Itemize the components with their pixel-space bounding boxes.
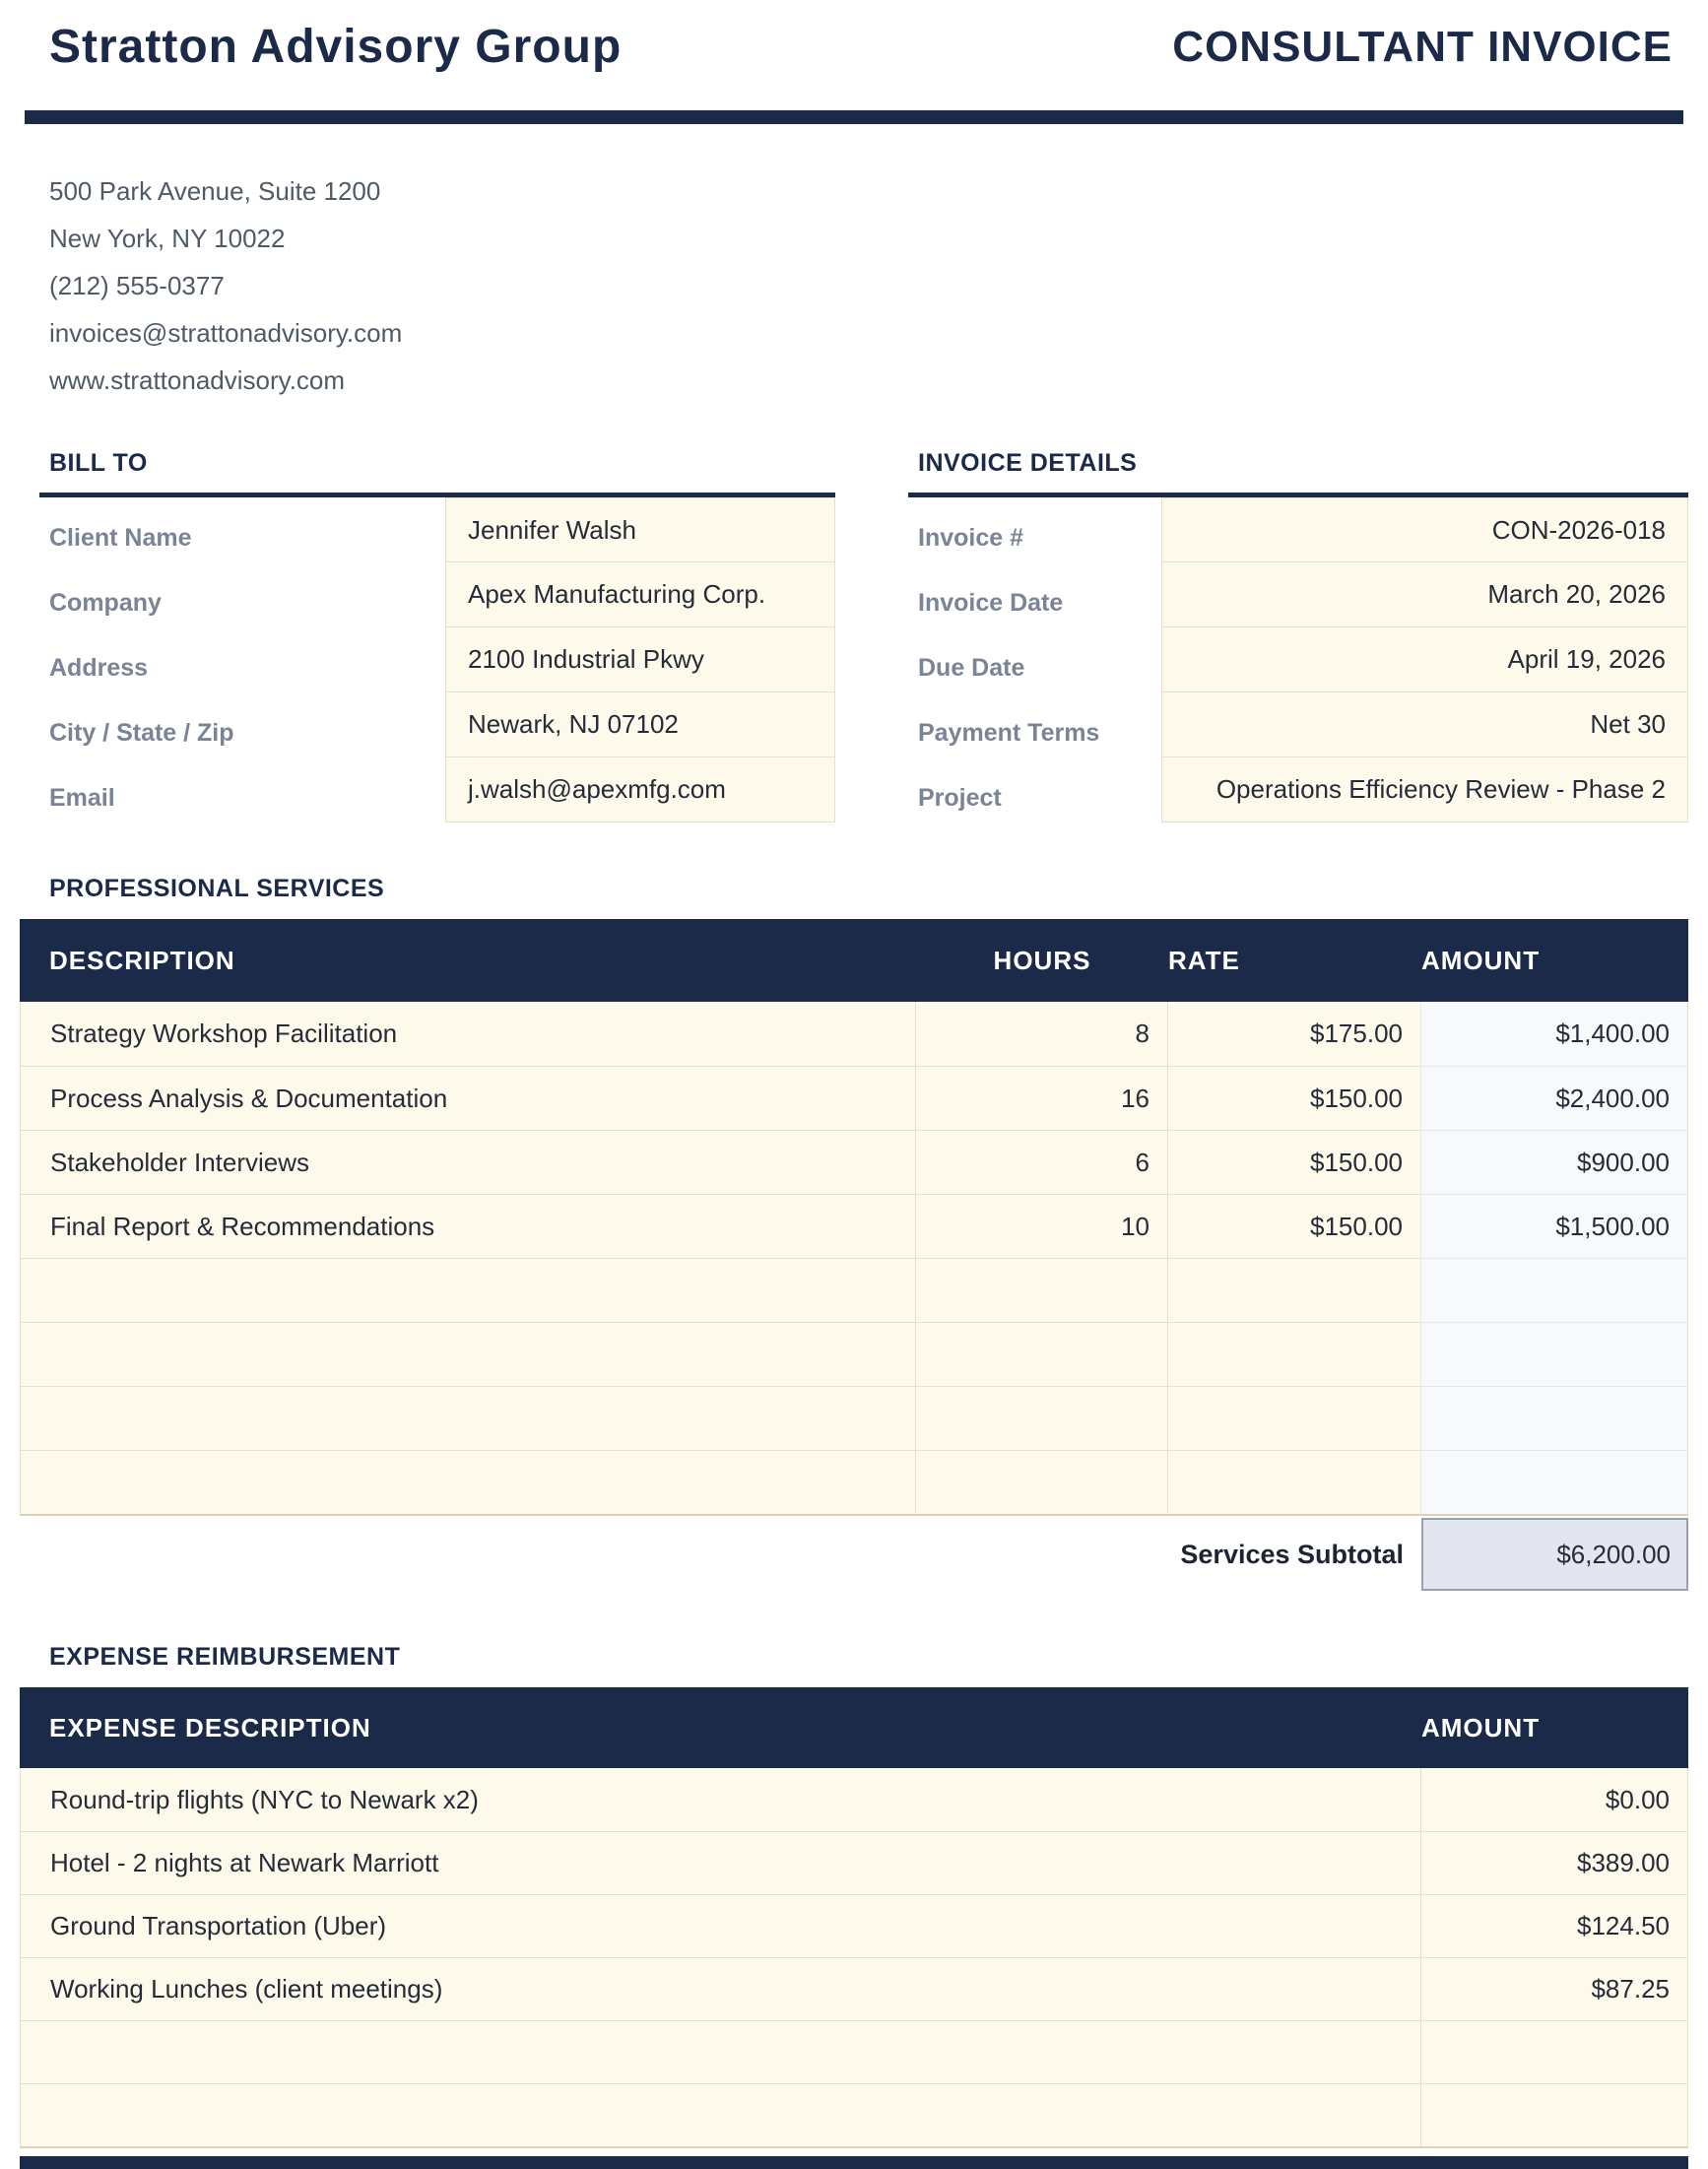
service-amount-cell	[1420, 1322, 1687, 1386]
invoice-details-row	[908, 627, 1688, 692]
service-description-cell[interactable]	[21, 1450, 915, 1514]
service-rate-cell[interactable]: $150.00	[1167, 1066, 1420, 1130]
services-section-title: PROFESSIONAL SERVICES	[49, 875, 385, 902]
client-name-field[interactable]: Jennifer Walsh	[445, 497, 835, 562]
expense-description-cell[interactable]	[21, 2020, 1420, 2083]
service-row	[21, 1130, 1687, 1194]
bill-to-title: BILL TO	[49, 449, 148, 477]
service-row-empty	[21, 1450, 1687, 1514]
invoice-details-row	[908, 497, 1688, 562]
expenses-table	[20, 1687, 1688, 2148]
services-table	[20, 919, 1688, 1516]
service-amount-cell	[1420, 1450, 1687, 1514]
service-row-empty	[21, 1258, 1687, 1322]
service-row-empty	[21, 1322, 1687, 1386]
column-header-hours: HOURS	[993, 945, 1091, 975]
company-name: Stratton Advisory Group	[49, 21, 623, 73]
expense-description-cell[interactable]	[21, 2083, 1420, 2146]
bill-to-section	[39, 449, 835, 822]
service-description-cell[interactable]: Strategy Workshop Facilitation	[21, 1002, 915, 1066]
service-description-cell[interactable]	[21, 1258, 915, 1322]
due-date-field[interactable]: April 19, 2026	[1161, 627, 1688, 692]
bill-to-row	[39, 497, 835, 562]
document-title: CONSULTANT INVOICE	[1172, 23, 1673, 71]
expense-amount-cell[interactable]: $124.50	[1420, 1894, 1687, 1957]
services-subtotal-row	[20, 1518, 1688, 1591]
field-label: Due Date	[918, 654, 1025, 682]
services-subtotal-value: $6,200.00	[1421, 1518, 1688, 1591]
column-header-expense-description: EXPENSE DESCRIPTION	[49, 1712, 371, 1742]
address-line: invoices@strattonadvisory.com	[49, 318, 403, 348]
info-section	[0, 449, 1708, 822]
expense-description-cell[interactable]: Hotel - 2 nights at Newark Marriott	[21, 1831, 1420, 1894]
expense-amount-cell[interactable]: $0.00	[1420, 1768, 1687, 1831]
expenses-section-title: EXPENSE REIMBURSEMENT	[49, 1643, 401, 1671]
expenses-table-header	[20, 1687, 1688, 1768]
services-table-body	[20, 1002, 1688, 1516]
address-field[interactable]: 2100 Industrial Pkwy	[445, 627, 835, 692]
company-address-block	[49, 167, 1708, 404]
service-hours-cell[interactable]	[915, 1386, 1167, 1450]
field-label: Client Name	[49, 524, 192, 552]
expense-row	[21, 1831, 1687, 1894]
header-divider	[25, 110, 1683, 124]
service-hours-cell[interactable]: 10	[915, 1194, 1167, 1258]
service-amount-cell: $1,400.00	[1420, 1002, 1687, 1066]
field-label: Project	[918, 784, 1002, 812]
bill-to-row	[39, 757, 835, 822]
service-amount-cell: $900.00	[1420, 1130, 1687, 1194]
service-row	[21, 1066, 1687, 1130]
expense-description-cell[interactable]: Working Lunches (client meetings)	[21, 1957, 1420, 2020]
invoice-header	[0, 0, 1708, 73]
service-description-cell[interactable]: Process Analysis & Documentation	[21, 1066, 915, 1130]
service-rate-cell[interactable]: $150.00	[1167, 1194, 1420, 1258]
payment-terms-field[interactable]: Net 30	[1161, 692, 1688, 757]
invoice-number-field[interactable]: CON-2026-018	[1161, 497, 1688, 562]
field-label: Payment Terms	[918, 719, 1100, 747]
expense-row	[21, 1768, 1687, 1831]
address-line: 500 Park Avenue, Suite 1200	[49, 176, 381, 206]
service-row	[21, 1002, 1687, 1066]
invoice-details-title: INVOICE DETAILS	[918, 449, 1138, 477]
field-label: Invoice Date	[918, 589, 1064, 617]
service-description-cell[interactable]	[21, 1322, 915, 1386]
field-label: Company	[49, 589, 162, 617]
city-state-zip-field[interactable]: Newark, NJ 07102	[445, 692, 835, 757]
expense-amount-cell[interactable]	[1420, 2083, 1687, 2146]
expense-amount-cell[interactable]	[1420, 2020, 1687, 2083]
bill-to-row	[39, 627, 835, 692]
service-rate-cell[interactable]: $175.00	[1167, 1002, 1420, 1066]
company-field[interactable]: Apex Manufacturing Corp.	[445, 562, 835, 627]
service-amount-cell: $2,400.00	[1420, 1066, 1687, 1130]
service-amount-cell	[1420, 1386, 1687, 1450]
service-rate-cell[interactable]: $150.00	[1167, 1130, 1420, 1194]
service-hours-cell[interactable]: 6	[915, 1130, 1167, 1194]
field-label: Email	[49, 784, 115, 812]
service-rate-cell[interactable]	[1167, 1322, 1420, 1386]
column-header-expense-amount: AMOUNT	[1421, 1712, 1541, 1742]
invoice-details-section	[908, 449, 1688, 822]
service-row	[21, 1194, 1687, 1258]
service-row-empty	[21, 1386, 1687, 1450]
invoice-details-row	[908, 562, 1688, 627]
column-header-amount: AMOUNT	[1421, 945, 1541, 975]
project-field[interactable]: Operations Efficiency Review - Phase 2	[1161, 757, 1688, 822]
services-subtotal-label: Services Subtotal	[1180, 1539, 1404, 1569]
service-hours-cell[interactable]	[915, 1258, 1167, 1322]
service-hours-cell[interactable]: 8	[915, 1002, 1167, 1066]
expense-row-empty	[21, 2083, 1687, 2146]
service-hours-cell[interactable]	[915, 1322, 1167, 1386]
expense-description-cell[interactable]: Round-trip flights (NYC to Newark x2)	[21, 1768, 1420, 1831]
expense-row	[21, 1957, 1687, 2020]
cutoff-next-section-bar	[20, 2156, 1688, 2169]
expenses-table-body	[20, 1768, 1688, 2148]
service-hours-cell[interactable]: 16	[915, 1066, 1167, 1130]
column-header-rate: RATE	[1168, 945, 1240, 975]
invoice-date-field[interactable]: March 20, 2026	[1161, 562, 1688, 627]
service-amount-cell: $1,500.00	[1420, 1194, 1687, 1258]
service-rate-cell[interactable]	[1167, 1258, 1420, 1322]
service-description-cell[interactable]	[21, 1386, 915, 1450]
column-header-description: DESCRIPTION	[49, 945, 235, 975]
expense-row	[21, 1894, 1687, 1957]
invoice-details-row	[908, 692, 1688, 757]
service-amount-cell	[1420, 1258, 1687, 1322]
service-description-cell[interactable]: Stakeholder Interviews	[21, 1130, 915, 1194]
service-hours-cell[interactable]	[915, 1450, 1167, 1514]
expense-description-cell[interactable]: Ground Transportation (Uber)	[21, 1894, 1420, 1957]
bill-to-row	[39, 692, 835, 757]
service-description-cell[interactable]: Final Report & Recommendations	[21, 1194, 915, 1258]
services-table-header	[20, 919, 1688, 1002]
field-label: Address	[49, 654, 149, 682]
service-rate-cell[interactable]	[1167, 1386, 1420, 1450]
service-rate-cell[interactable]	[1167, 1450, 1420, 1514]
field-label: Invoice #	[918, 524, 1023, 552]
invoice-details-row	[908, 757, 1688, 822]
address-line: www.strattonadvisory.com	[49, 365, 346, 395]
address-line: (212) 555-0377	[49, 271, 225, 300]
field-label: City / State / Zip	[49, 719, 234, 747]
expense-amount-cell[interactable]: $389.00	[1420, 1831, 1687, 1894]
expense-row-empty	[21, 2020, 1687, 2083]
email-field[interactable]: j.walsh@apexmfg.com	[445, 757, 835, 822]
address-line: New York, NY 10022	[49, 224, 286, 253]
expense-amount-cell[interactable]: $87.25	[1420, 1957, 1687, 2020]
bill-to-row	[39, 562, 835, 627]
